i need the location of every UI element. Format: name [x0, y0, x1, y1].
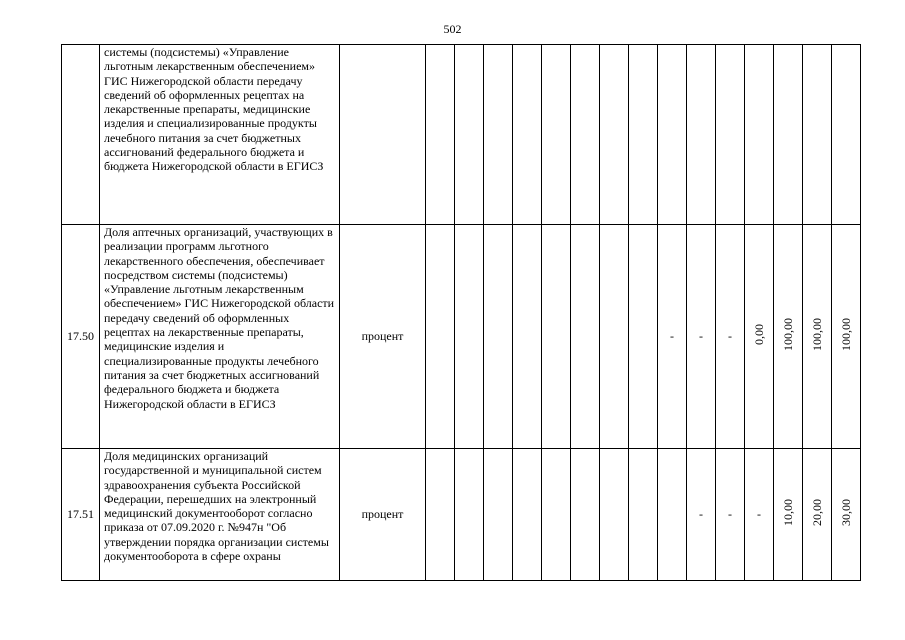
value-cell [455, 225, 484, 449]
value-text: 100,00 [810, 318, 824, 352]
value-cell [774, 225, 803, 449]
page-number: 502 [443, 22, 462, 36]
value-text: 30,00 [839, 499, 853, 527]
table-row [62, 225, 861, 449]
value-dash: - [670, 329, 674, 344]
value-cell [513, 449, 542, 581]
value-cell [455, 449, 484, 581]
value-cell [513, 45, 542, 225]
unit-of-measure [340, 45, 426, 225]
value-cell [745, 449, 774, 581]
value-cell [542, 449, 571, 581]
value-cell [687, 449, 716, 581]
value-cell [426, 225, 455, 449]
value-cell [600, 45, 629, 225]
value-cell [426, 45, 455, 225]
indicator-description: Доля медицинских организаций государственной и муниципальной систем здравоохранения субъекта Российской Федерации, перешедших на электронный медицинский документооборот согласно приказа от 07.09.2020 г. №947н "Об утверждении порядка организации системы документооборота в сфере охраны [100, 449, 340, 581]
value-dash: - [757, 507, 761, 522]
value-cell [658, 225, 687, 449]
value-dash: - [699, 329, 703, 344]
table-row [62, 449, 861, 581]
value-text: 10,00 [781, 499, 795, 527]
value-cell [571, 225, 600, 449]
value-cell [629, 449, 658, 581]
value-cell [687, 225, 716, 449]
value-cell [600, 225, 629, 449]
indicator-description: системы (подсистемы) «Управление льготным лекарственным обеспечением» ГИС Нижегородской области передачу сведений об оформленных рецептах на лекарственные препараты, медицинские изделия и специализированные продукты лечебного питания за счет бюджетных ассигнований федерального бюджета и бюджета Нижегородской области в ЕГИСЗ [100, 45, 340, 225]
value-cell [803, 45, 832, 225]
value-text: 20,00 [810, 499, 824, 527]
value-cell [629, 45, 658, 225]
value-cell [687, 45, 716, 225]
value-cell [832, 449, 861, 581]
value-cell [716, 45, 745, 225]
value-cell [803, 449, 832, 581]
value-cell [426, 449, 455, 581]
value-cell [745, 225, 774, 449]
row-number [62, 45, 100, 225]
value-cell [658, 449, 687, 581]
value-dash: - [728, 507, 732, 522]
value-cell [484, 449, 513, 581]
value-cell [774, 45, 803, 225]
row-number: 17.51 [62, 449, 100, 581]
value-dash: - [728, 329, 732, 344]
value-text: 0,00 [752, 324, 766, 346]
row-number: 17.50 [62, 225, 100, 449]
value-cell [745, 45, 774, 225]
table-row [62, 45, 861, 225]
value-cell [571, 449, 600, 581]
value-cell [484, 225, 513, 449]
unit-of-measure: процент [340, 449, 426, 581]
unit-of-measure: процент [340, 225, 426, 449]
value-cell [542, 45, 571, 225]
value-cell [455, 45, 484, 225]
value-cell [542, 225, 571, 449]
value-cell [629, 225, 658, 449]
value-text: 100,00 [781, 318, 795, 352]
value-cell [658, 45, 687, 225]
value-cell [571, 45, 600, 225]
value-dash: - [699, 507, 703, 522]
value-cell [803, 225, 832, 449]
value-cell [600, 449, 629, 581]
value-cell [774, 449, 803, 581]
indicator-description: Доля аптечных организаций, участвующих в реализации программ льготного лекарственного обеспечения, обеспечивает посредством системы (подсистемы) «Управление льготным лекарственным обеспечением» ГИС Нижегородской области передачу сведений об оформленных рецептах на лекарственные препараты, медицинские изделия и специализированные продукты лечебного питания за счет бюджетных ассигнований федерального бюджета и бюджета Нижегородской области в ЕГИСЗ [100, 225, 340, 449]
value-text: 100,00 [839, 318, 853, 352]
indicator-table [61, 44, 861, 581]
value-cell [716, 225, 745, 449]
value-cell [716, 449, 745, 581]
value-cell [832, 45, 861, 225]
value-cell [484, 45, 513, 225]
value-cell [513, 225, 542, 449]
value-cell [832, 225, 861, 449]
